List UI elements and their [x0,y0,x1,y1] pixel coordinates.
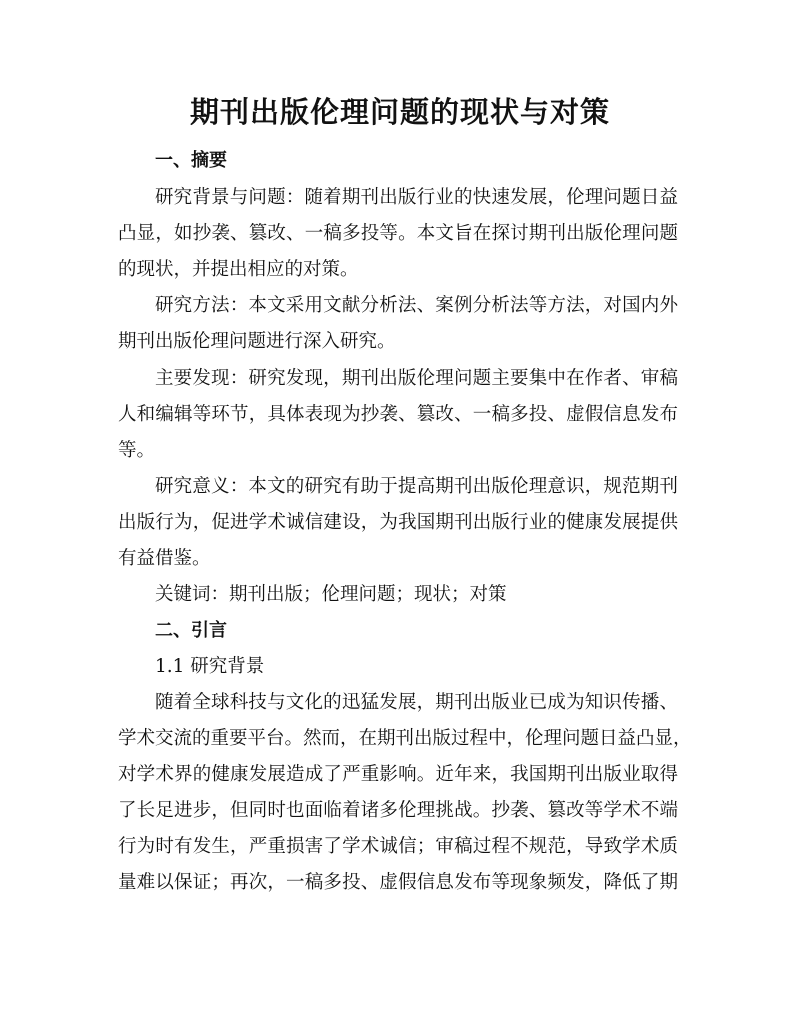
paragraph-line: 行为时有发生，严重损害了学术诚信；审稿过程不规范，导致学术质 [118,836,678,857]
paragraph-line: 主要发现：研究发现，期刊出版伦理问题主要集中在作者、审稿 [155,368,678,389]
paragraph-line: 学术交流的重要平台。然而，在期刊出版过程中，伦理问题日益凸显， [118,728,692,749]
paragraph-line: 期刊出版伦理问题进行深入研究。 [118,331,396,352]
subsection-heading-research-background: 1.1 研究背景 [155,656,265,677]
paragraph-line: 等。 [118,440,156,461]
paragraph-line: 研究意义：本文的研究有助于提高期刊出版伦理意识，规范期刊 [155,476,678,497]
paragraph-line: 量难以保证；再次，一稿多投、虚假信息发布等现象频发，降低了期 [118,872,678,893]
keywords-line: 关键词：期刊出版；伦理问题；现状；对策 [155,584,507,605]
paragraph-line: 对学术界的健康发展造成了严重影响。近年来，我国期刊出版业取得 [118,764,678,785]
paragraph-line: 研究方法：本文采用文献分析法、案例分析法等方法，对国内外 [155,295,678,316]
section-heading-introduction: 二、引言 [155,620,227,641]
paragraph-line: 了长足进步，但同时也面临着诸多伦理挑战。抄袭、篡改等学术不端 [118,800,678,821]
paragraph-line: 随着全球科技与文化的迅猛发展，期刊出版业已成为知识传播、 [155,692,678,713]
paragraph-line: 研究背景与问题：随着期刊出版行业的快速发展，伦理问题日益 [155,187,678,208]
paragraph-line: 有益借鉴。 [118,548,211,569]
paragraph-line: 凸显，如抄袭、篡改、一稿多投等。本文旨在探讨期刊出版伦理问题 [118,223,678,244]
paragraph-line: 出版行为，促进学术诚信建设，为我国期刊出版行业的健康发展提供 [118,512,678,533]
paragraph-line: 人和编辑等环节，具体表现为抄袭、篡改、一稿多投、虚假信息发布 [118,404,678,425]
section-heading-abstract: 一、摘要 [155,150,227,171]
document-title: 期刊出版伦理问题的现状与对策 [189,95,610,129]
paragraph-line: 的现状，并提出相应的对策。 [118,259,359,280]
